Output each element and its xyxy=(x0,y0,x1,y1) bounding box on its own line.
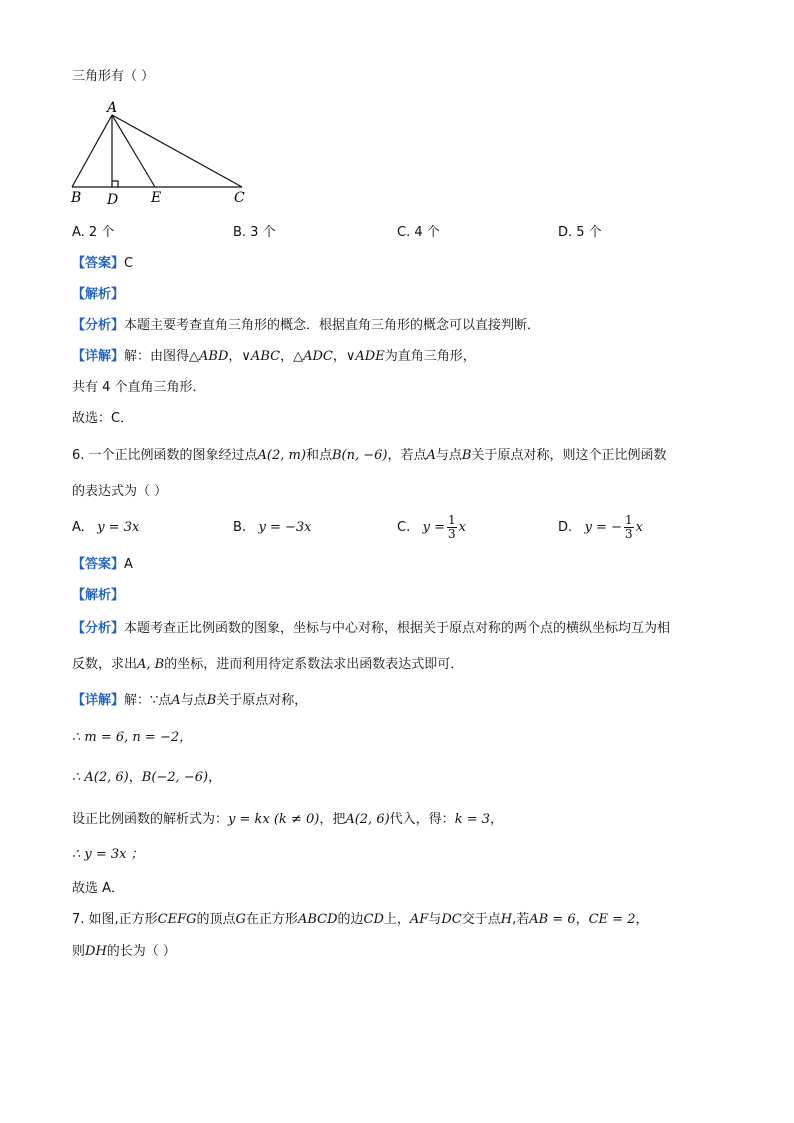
q5-option-a: A. 2 个 xyxy=(72,225,115,240)
q6-option-a xyxy=(72,519,139,537)
text-span: 解：由图得 xyxy=(124,349,190,364)
q6-fenxi-line2 xyxy=(72,656,463,674)
q6-step4: ∴ y = 3x ； xyxy=(72,847,144,862)
math-span: ∨ADE xyxy=(345,349,385,364)
text-span: 6. 一个正比例函数的图象经过点 xyxy=(72,448,258,463)
label-b: B xyxy=(71,190,82,206)
math-span: G xyxy=(235,912,246,927)
q6-answer-line xyxy=(72,556,133,574)
q5-stem-tail: 三角形有（ ） xyxy=(72,69,155,84)
text-span: 设正比例函数的解析式为： xyxy=(72,812,229,827)
q6-step2 xyxy=(72,769,221,787)
label-e: E xyxy=(151,190,162,206)
text-span: 的边 xyxy=(337,912,364,927)
math-span: △ABD xyxy=(189,349,229,364)
text-span: 解：∵点 xyxy=(124,693,172,708)
math-span: A(2, m) xyxy=(257,448,306,463)
math-span: A, B xyxy=(137,657,165,672)
text-span: ， xyxy=(228,349,242,364)
fraction xyxy=(447,514,457,541)
text-span: 上， xyxy=(383,912,410,927)
math-span: H xyxy=(500,912,513,927)
q5-option-d: D. 5 个 xyxy=(558,225,602,240)
option-expr: y = − xyxy=(584,520,622,535)
math-span: ∴ A(2, 6) xyxy=(72,770,129,785)
text-span: ，把 xyxy=(319,812,346,827)
text-span: 和点 xyxy=(305,448,332,463)
text-span: 与点 xyxy=(180,693,207,708)
triangle-figure xyxy=(62,94,262,210)
text-span: 交于点 xyxy=(461,912,501,927)
option-label: D. xyxy=(558,520,573,535)
text-span: 的顶点 xyxy=(196,912,236,927)
fenxi-tag: 【分析】 xyxy=(72,318,125,333)
q6-stem-line1 xyxy=(72,447,666,465)
math-span: ∨ABC xyxy=(241,349,281,364)
q6-stem-line2: 的表达式为（ ） xyxy=(72,484,168,499)
option-expr: x xyxy=(458,520,466,535)
q5-choose-line: 故选：C． xyxy=(72,411,134,426)
label-a: A xyxy=(107,100,118,116)
q5-fenxi-line xyxy=(72,317,540,335)
text-span: ， xyxy=(128,770,142,785)
answer-tag: 【答案】 xyxy=(72,557,125,572)
text-span: 7. 如图,正方形 xyxy=(72,912,158,927)
math-span: B(−2, −6) xyxy=(141,770,209,785)
math-span: DC xyxy=(441,912,462,927)
text-span: 反数，求出 xyxy=(72,657,138,672)
segment-ac xyxy=(112,115,242,187)
fraction-denominator: 3 xyxy=(448,527,456,541)
q5-option-b: B. 3 个 xyxy=(233,225,276,240)
option-expr: x xyxy=(635,520,643,535)
fenxi-text: 本题考查正比例函数的图象，坐标与中心对称，根据关于原点对称的两个点的横纵坐标均互为相 xyxy=(124,621,671,636)
text-span: 代入，得： xyxy=(389,812,455,827)
math-span: DH xyxy=(85,944,107,959)
q5-option-c: C. 4 个 xyxy=(397,225,440,240)
math-span: CD xyxy=(363,912,384,927)
math-span: △ADC xyxy=(293,349,333,364)
segment-ae xyxy=(112,115,155,187)
text-span: 的坐标，进而利用待定系数法求出函数表达式即可． xyxy=(164,657,464,672)
math-span: AF xyxy=(409,912,429,927)
math-span: B(n, −6) xyxy=(331,448,388,463)
analysis-tag: 【解析】 xyxy=(72,588,125,603)
math-span: CE = 2 xyxy=(588,912,636,927)
fraction-numerator: 1 xyxy=(624,513,633,527)
q6-analysis-tag xyxy=(72,587,124,605)
math-span: AB = 6 xyxy=(529,912,576,927)
answer-value: A xyxy=(124,557,133,572)
text-span: 与点 xyxy=(435,448,462,463)
math-span: CEFG xyxy=(157,912,197,927)
q6-option-d xyxy=(558,510,643,546)
text-span: 与 xyxy=(428,912,442,927)
text-span: 为直角三角形， xyxy=(384,349,476,364)
q6-xiangjie-line xyxy=(72,692,307,710)
math-span: A(2, 6) xyxy=(345,812,390,827)
label-d: D xyxy=(107,192,119,208)
fenxi-text: 本题主要考查直角三角形的概念．根据直角三角形的概念可以直接判断． xyxy=(124,318,541,333)
xiangjie-tag: 【详解】 xyxy=(72,349,125,364)
text-span: ， xyxy=(280,349,294,364)
math-span: ABCD xyxy=(297,912,338,927)
text-span: 在正方形 xyxy=(245,912,298,927)
q6-step3 xyxy=(72,811,503,829)
text-span: 关于原点对称， xyxy=(216,693,308,708)
math-span: y = kx (k ≠ 0) xyxy=(228,812,320,827)
segment-ab xyxy=(72,115,112,187)
q5-answer-line xyxy=(72,255,133,273)
text-span: 关于原点对称，则这个正比例函数 xyxy=(471,448,667,463)
q7-stem-line1 xyxy=(72,911,649,929)
text-span: ， xyxy=(208,770,222,785)
q6-step1: ∴ m = 6, n = −2， xyxy=(72,730,193,745)
q6-choose-line: 故选 A． xyxy=(72,881,125,896)
math-span: B xyxy=(461,448,472,463)
text-span: 则 xyxy=(72,944,86,959)
right-angle-mark xyxy=(112,181,118,187)
text-span: ， xyxy=(490,812,504,827)
math-span: k = 3 xyxy=(454,812,490,827)
q6-fenxi-line1 xyxy=(72,620,670,638)
q7-stem-line2 xyxy=(72,943,176,961)
fenxi-tag: 【分析】 xyxy=(72,621,125,636)
text-span: ， xyxy=(575,912,589,927)
math-span: A xyxy=(171,693,181,708)
q5-count-line: 共有 4 个直角三角形． xyxy=(72,380,206,395)
q5-analysis-tag xyxy=(72,286,124,304)
option-expr: y = 3x xyxy=(97,520,140,535)
xiangjie-tag: 【详解】 xyxy=(72,693,125,708)
math-span: B xyxy=(206,693,217,708)
fraction-numerator: 1 xyxy=(448,513,456,527)
text-span: ， xyxy=(635,912,649,927)
option-label: A. xyxy=(72,520,85,535)
math-span: A xyxy=(426,448,436,463)
option-label: C. xyxy=(397,520,411,535)
answer-tag: 【答案】 xyxy=(72,256,125,271)
text-span: ， xyxy=(332,349,346,364)
option-expr: y = xyxy=(422,520,445,535)
answer-value: C xyxy=(124,256,134,271)
label-c: C xyxy=(234,190,245,206)
fraction xyxy=(624,514,634,541)
text-span: ，若点 xyxy=(387,448,427,463)
q6-option-c xyxy=(397,510,466,546)
q5-xiangjie-line xyxy=(72,348,476,366)
q6-option-b xyxy=(233,519,311,537)
text-span: ,若 xyxy=(512,912,530,927)
option-label: B. xyxy=(233,520,247,535)
analysis-tag: 【解析】 xyxy=(72,287,125,302)
fraction-denominator: 3 xyxy=(624,527,633,541)
text-span: 的长为（ ） xyxy=(106,944,176,959)
option-expr: y = −3x xyxy=(258,520,312,535)
